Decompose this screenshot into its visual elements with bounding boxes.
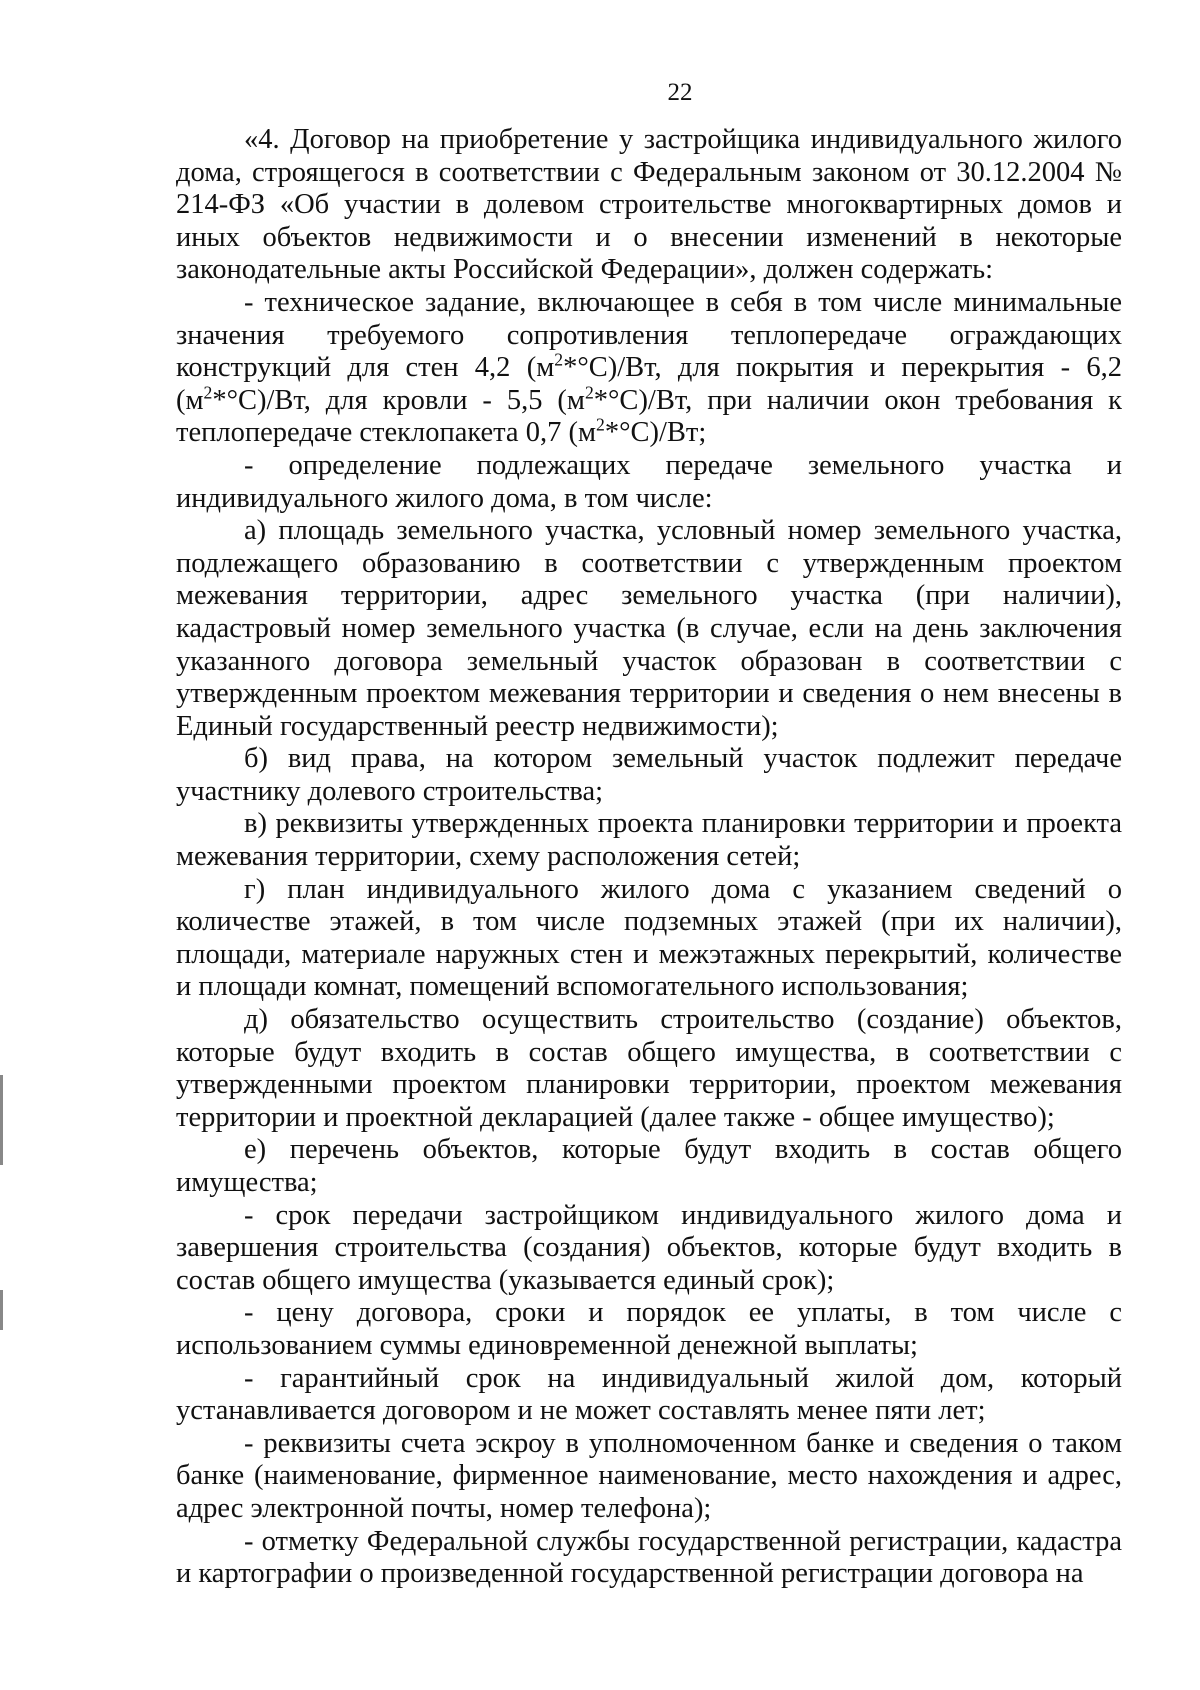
paragraph: а) площадь земельного участка, условный номер земельного участка, подлежащего образованию в соответствии с утвержденным проектом межевания территории, адрес земельного участка (при наличии), кадастровый номер земельного участка (в случае, если на день заключения указанного договора земельный участок образован в соответствии с утвержденным проектом межевания территории и сведения о нем внесены в Единый государственный реестр недвижимости); [176, 515, 1122, 742]
paragraph: - реквизиты счета эскроу в уполномоченном банке и сведения о таком банке (наименование, фирменное наименование, место нахождения и адрес, адрес электронной почты, номер телефона); [176, 1427, 1122, 1524]
superscript-2: 2 [554, 349, 564, 370]
paragraph: - гарантийный срок на индивидуальный жилой дом, который устанавливается договором и не может составлять менее пяти лет; [176, 1362, 1122, 1427]
paragraph: в) реквизиты утвержденных проекта планировки территории и проекта межевания территории, схему расположения сетей; [176, 808, 1122, 873]
paragraph: - определение подлежащих передаче земельного участка и индивидуального жилого дома, в том числе: [176, 449, 1122, 514]
superscript-2: 2 [596, 414, 605, 435]
scan-edge-mark [0, 1075, 3, 1165]
page-number: 22 [667, 79, 693, 106]
paragraph: д) обязательство осуществить строительство (создание) объектов, которые будут входить в состав общего имущества, в соответствии с утвержденными проектом планировки территории, проектом межевания территории и проектной декларацией (далее также - общее имущество); [176, 1004, 1122, 1133]
paragraph: - цену договора, сроки и порядок ее уплаты, в том числе с использованием суммы единовременной денежной выплаты; [176, 1297, 1122, 1361]
paragraph: «4. Договор на приобретение у застройщика индивидуального жилого дома, строящегося в соответствии с Федеральным законом от 30.12.2004 № 214-ФЗ «Об участии в долевом строительстве многоквартирных домов и иных объектов недвижимости и о внесении изменений в некоторые законодательные акты Российской Федерации», должен содержать: [176, 124, 1122, 286]
paragraph: б) вид права, на котором земельный участок подлежит передаче участнику долевого строительства; [176, 743, 1122, 807]
paragraph: е) перечень объектов, которые будут входить в состав общего имущества; [176, 1134, 1122, 1198]
paragraph: - техническое задание, включающее в себя в том числе минимальные значения требуемого сопротивления теплопередаче ограждающих конструкций для стен 4,2 $(м^2*^\circ С)/Вт$, для покрытия и перекрытия - 6,2 $(м^2*^\circ С)/Вт$, для кровли - 5,5 $(м^2*^\circ С)/Вт$, при наличии окон требования к теплопередаче стеклопакета 0,7 $(м^2*^\circ С)/Вт$; [176, 286, 1122, 449]
paragraph: г) план индивидуального жилого дома с указанием сведений о количестве этажей, в том числе подземных этажей (при их наличии), площади, материале наружных стен и межэтажных перекрытий, количестве и площади комнат, помещений вспомогательного использования; [176, 873, 1122, 1003]
superscript-2: 2 [584, 382, 594, 403]
superscript-2: 2 [203, 382, 213, 403]
document-body [176, 124, 1122, 1591]
scan-edge-mark [0, 1290, 3, 1330]
paragraph: - срок передачи застройщиком индивидуального жилого дома и завершения строительства (создания) объектов, которые будут входить в состав общего имущества (указывается единый срок); [176, 1199, 1122, 1296]
paragraph: - отметку Федеральной службы государственной регистрации, кадастра и картографии о произведенной государственной регистрации договора на [176, 1525, 1122, 1590]
